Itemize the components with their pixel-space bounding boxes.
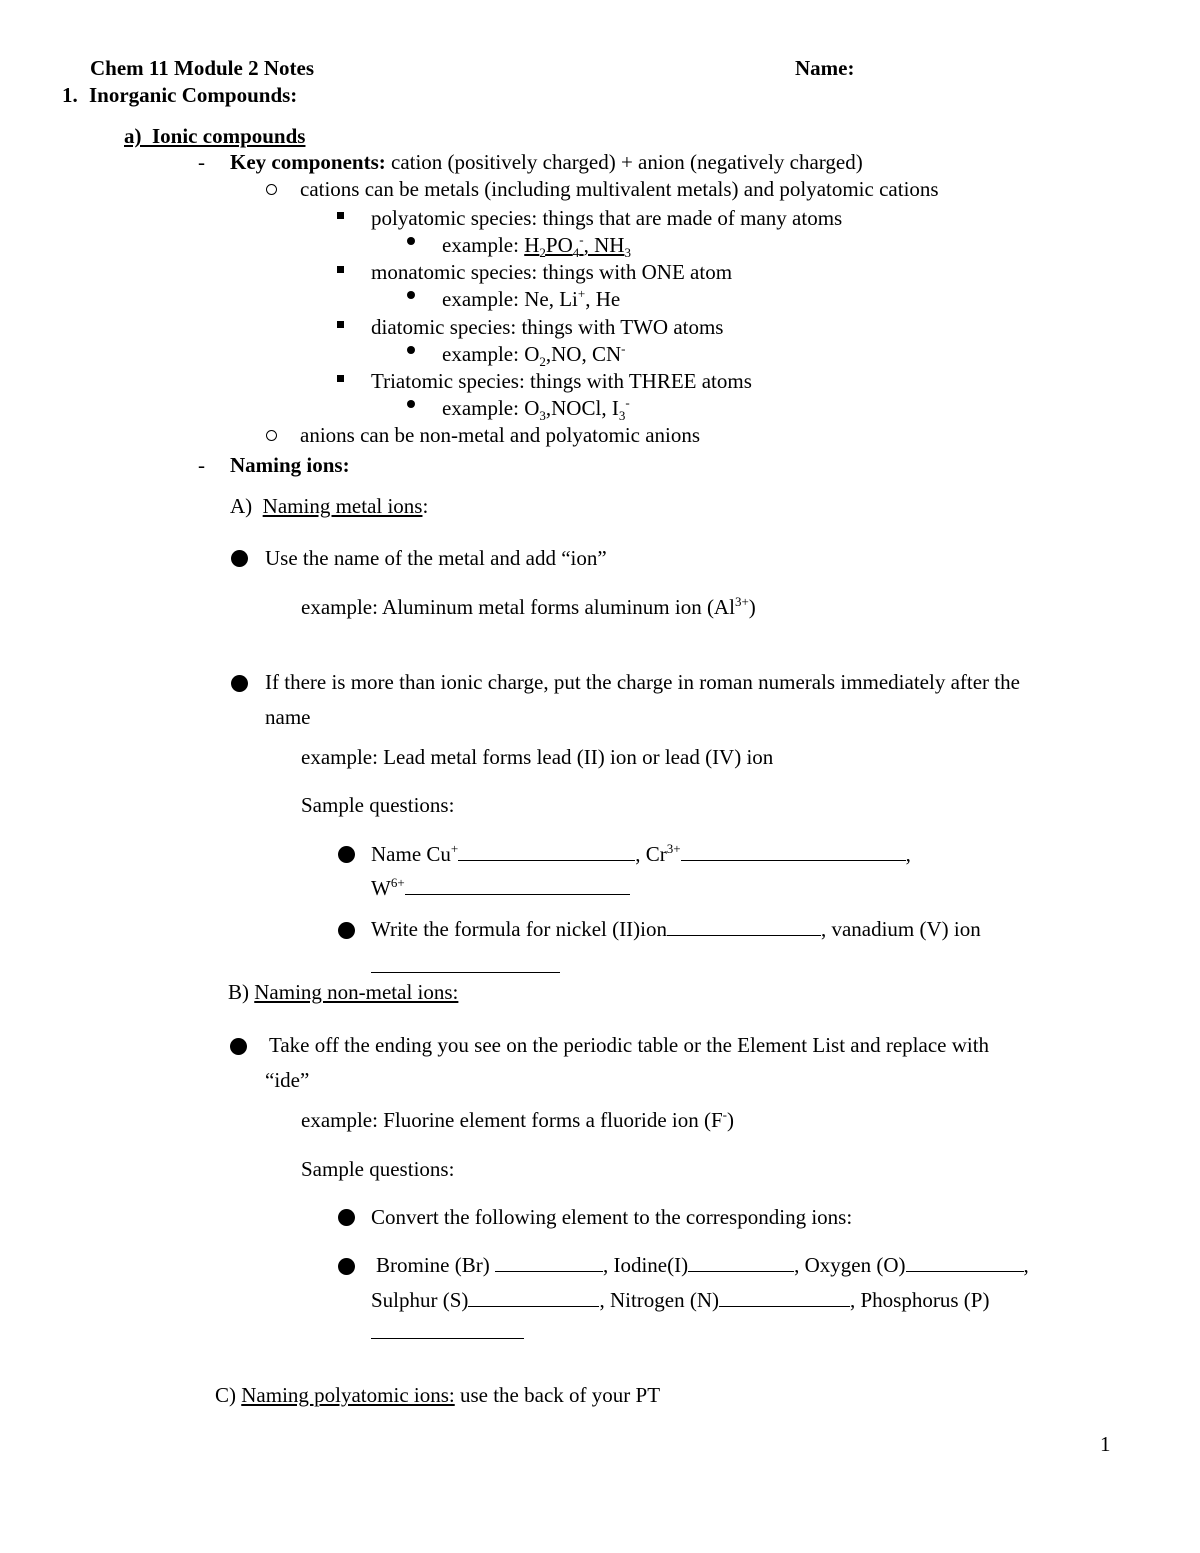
section-number: 1. (62, 83, 78, 107)
filled-bullet-icon (338, 922, 355, 939)
polyatomic-text: polyatomic species: things that are made of many atoms (371, 206, 843, 230)
filled-bullet-icon (338, 846, 355, 863)
subsection-a-label: a) (124, 124, 142, 148)
answer-blank[interactable] (667, 917, 821, 936)
diatomic-text: diatomic species: things with TWO atoms (371, 315, 724, 339)
answer-blank[interactable] (371, 954, 560, 973)
filled-bullet-icon (230, 1038, 247, 1055)
document-title: Chem 11 Module 2 Notes (90, 56, 314, 80)
anions-text: anions can be non-metal and polyatomic anions (300, 423, 701, 447)
metal-example-1: example: Aluminum metal forms aluminum ion $(Al^{3+})$ (301, 594, 756, 619)
round-bullet-icon (407, 346, 415, 354)
metal-example-2: example: Lead metal forms lead (II) ion or lead (IV) ion (301, 745, 774, 769)
answer-blank[interactable] (371, 1320, 524, 1339)
hollow-bullet-icon (266, 184, 277, 195)
round-bullet-icon (407, 237, 415, 245)
answer-blank[interactable] (906, 1253, 1024, 1272)
triatomic-example: example: $O_3,NOCl$, $I_3^-$ (442, 395, 630, 424)
cations-text: cations can be metals (including multivalent metals) and polyatomic cations (300, 177, 939, 201)
question-convert-items-cont2 (371, 1320, 524, 1345)
monatomic-example: example: Ne, Li+, He (442, 286, 621, 311)
dash-bullet: - (198, 150, 205, 174)
nonmetal-rule-line1: Take off the ending you see on the periodic table or the Element List and replace with (269, 1033, 990, 1057)
round-bullet-icon (407, 291, 415, 299)
section-title: Inorganic Compounds: (89, 83, 298, 107)
page-number: 1 (1100, 1432, 1111, 1456)
nonmetal-example: example: Fluorine element forms a fluoride ion (F-) (301, 1107, 734, 1132)
question-name-ions: Name Cu+ , $Cr^{3+}$ , (371, 841, 911, 866)
part-a-heading: A) Naming metal ions: (230, 494, 429, 518)
sample-questions-label: Sample questions: (301, 793, 455, 817)
dash-bullet: - (198, 453, 205, 477)
question-convert-items-cont: Sulphur (S) , Nitrogen (N) , Phosphorus (P) (371, 1288, 990, 1312)
answer-blank[interactable] (468, 1288, 599, 1307)
filled-bullet-icon (231, 550, 248, 567)
filled-bullet-icon (338, 1209, 355, 1226)
key-components-text: cation (positively charged) + anion (negatively charged) (391, 150, 863, 174)
monatomic-text: monatomic species: things with ONE atom (371, 260, 733, 284)
square-bullet-icon (337, 321, 344, 328)
subsection-a-title: Ionic compounds (152, 124, 306, 148)
part-b-heading: B) Naming non-metal ions: (228, 980, 459, 1004)
metal-rule-2-line1: If there is more than ionic charge, put the charge in roman numerals immediately after the (265, 670, 1020, 694)
triatomic-text: Triatomic species: things with THREE atoms (371, 369, 752, 393)
answer-blank[interactable] (688, 1253, 794, 1272)
answer-blank[interactable] (719, 1288, 850, 1307)
nonmetal-rule-line2: “ide” (265, 1068, 310, 1092)
diatomic-example: example: $O_2,NO$, CN- (442, 341, 626, 370)
metal-rule-2-line2: name (265, 705, 311, 729)
sample-questions-label: Sample questions: (301, 1157, 455, 1181)
question-convert-items: Bromine (Br) , Iodine(I) , Oxygen (O) , (376, 1253, 1029, 1277)
answer-blank[interactable] (458, 842, 635, 861)
square-bullet-icon (337, 212, 344, 219)
round-bullet-icon (407, 400, 415, 408)
key-components-label: Key components: (230, 150, 386, 174)
naming-ions-heading: Naming ions: (230, 453, 350, 477)
square-bullet-icon (337, 375, 344, 382)
subsection-a-heading (124, 124, 305, 149)
answer-blank[interactable] (495, 1253, 603, 1272)
metal-rule-1: Use the name of the metal and add “ion” (265, 546, 607, 570)
answer-blank[interactable] (405, 876, 630, 895)
part-c-heading: C) Naming polyatomic ions: use the back of your PT (215, 1383, 661, 1407)
name-label: Name: (795, 56, 855, 80)
filled-bullet-icon (231, 675, 248, 692)
question-name-ions-cont: $W^{6+}$ (371, 876, 630, 901)
filled-bullet-icon (338, 1258, 355, 1275)
hollow-bullet-icon (266, 430, 277, 441)
polyatomic-example: example: $H_2PO_4^-$, $NH_3$ (442, 232, 631, 261)
question-write-formula: Write the formula for nickel (II)ion , vanadium (V) ion (371, 917, 981, 941)
key-components-line (230, 150, 863, 175)
question-convert: Convert the following element to the corresponding ions: (371, 1205, 853, 1229)
question-write-formula-cont (371, 954, 560, 979)
answer-blank[interactable] (681, 842, 906, 861)
square-bullet-icon (337, 266, 344, 273)
